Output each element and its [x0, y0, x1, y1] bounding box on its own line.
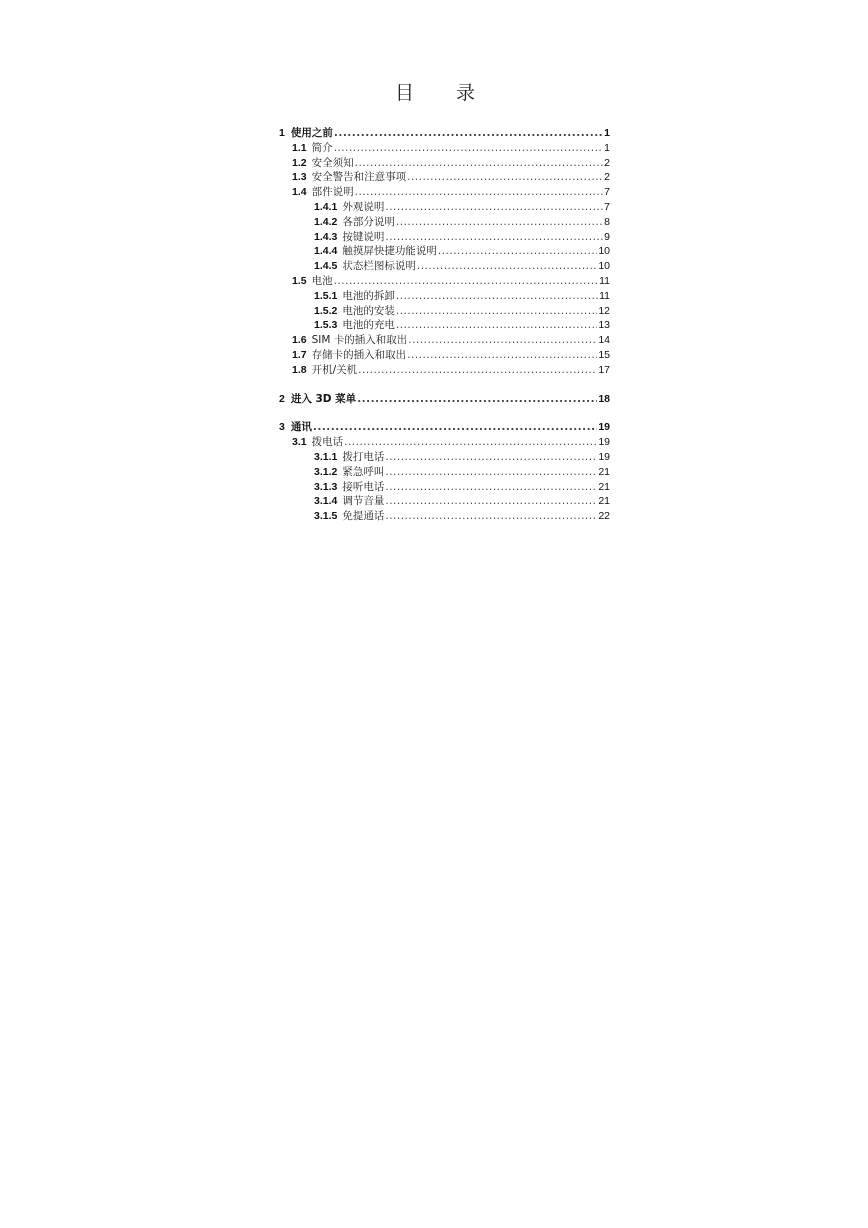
toc-title: 使用之前 — [290, 127, 333, 139]
toc-entry[interactable] — [279, 185, 610, 200]
toc-entry[interactable] — [279, 230, 610, 245]
page-title: 目 录 — [394, 82, 494, 104]
toc-page: 21 — [598, 465, 610, 478]
toc-leader — [358, 363, 597, 378]
section-gap — [279, 378, 610, 392]
toc-entry[interactable] — [279, 480, 610, 495]
toc-page: 15 — [598, 348, 610, 361]
toc-title: 免提通话 — [342, 510, 385, 523]
toc-entry[interactable] — [279, 170, 610, 185]
toc-number: 3.1.1 — [314, 450, 338, 463]
toc-number: 1.4.3 — [314, 230, 338, 243]
toc-number: 1 — [279, 127, 285, 139]
toc-page: 21 — [598, 495, 610, 508]
toc-leader — [385, 465, 597, 480]
toc-number: 3.1.3 — [314, 480, 338, 493]
toc-entry[interactable] — [279, 244, 610, 259]
toc-title: 简介 — [311, 141, 333, 154]
toc-page: 13 — [598, 319, 610, 332]
toc-entry[interactable] — [279, 450, 610, 465]
toc-leader — [407, 170, 603, 185]
toc-page: 2 — [604, 156, 610, 169]
toc-entry[interactable] — [279, 215, 610, 230]
toc-entry[interactable] — [279, 509, 610, 524]
toc-number: 1.5 — [292, 274, 307, 287]
toc-page: 8 — [604, 215, 610, 228]
toc-leader — [344, 435, 597, 450]
toc-title: 按键说明 — [342, 230, 385, 243]
toc-entry[interactable] — [279, 141, 610, 156]
toc-title: 拨打电话 — [342, 450, 385, 463]
toc-entry[interactable] — [279, 392, 610, 407]
toc-number: 1.5.1 — [314, 289, 338, 302]
toc-number: 1.7 — [292, 348, 307, 361]
toc-title: 触摸屏快捷功能说明 — [342, 245, 437, 258]
section-gap — [279, 406, 610, 420]
toc-number: 3.1 — [292, 436, 307, 449]
toc-page: 10 — [598, 245, 610, 258]
toc-leader — [396, 304, 597, 319]
toc-leader — [385, 230, 603, 245]
toc-title: 安全须知 — [311, 156, 354, 169]
toc-leader — [385, 494, 597, 509]
toc-entry[interactable] — [279, 363, 610, 378]
toc-entry[interactable] — [279, 304, 610, 319]
toc-leader — [357, 392, 597, 407]
toc-number: 3.1.2 — [314, 465, 338, 478]
toc-leader — [313, 420, 597, 435]
toc-leader — [396, 215, 603, 230]
toc-page: 11 — [599, 274, 610, 287]
toc-entry[interactable] — [279, 435, 610, 450]
toc-page: 19 — [598, 436, 610, 449]
toc-title: 各部分说明 — [342, 215, 395, 228]
toc-page: 12 — [598, 304, 610, 317]
toc-leader — [385, 450, 597, 465]
toc-page: 7 — [604, 200, 610, 213]
toc-leader — [417, 259, 597, 274]
toc-leader — [408, 333, 597, 348]
table-of-contents — [279, 126, 610, 524]
toc-entry[interactable] — [279, 259, 610, 274]
toc-title: 接听电话 — [342, 480, 385, 493]
toc-title: 电池的拆卸 — [342, 289, 395, 302]
toc-number: 1.4.4 — [314, 245, 338, 258]
toc-entry[interactable] — [279, 494, 610, 509]
toc-title: 紧急呼叫 — [342, 465, 385, 478]
toc-page: 1 — [604, 141, 610, 154]
toc-leader — [385, 509, 597, 524]
toc-page: 11 — [599, 289, 610, 302]
toc-title: 开机/关机 — [311, 363, 358, 376]
toc-title: 安全警告和注意事项 — [311, 171, 407, 184]
toc-title: 电池 — [311, 274, 333, 287]
toc-page: 2 — [604, 171, 610, 184]
toc-entry[interactable] — [279, 274, 610, 289]
toc-page: 1 — [604, 127, 610, 139]
toc-leader — [334, 126, 603, 141]
toc-page: 19 — [598, 421, 610, 434]
toc-title: 存储卡的插入和取出 — [311, 348, 407, 361]
toc-page: 18 — [598, 392, 610, 405]
toc-leader — [396, 289, 598, 304]
toc-leader — [355, 185, 604, 200]
toc-entry[interactable] — [279, 348, 610, 363]
toc-leader — [334, 274, 598, 289]
toc-leader — [385, 480, 597, 495]
toc-leader — [407, 348, 597, 363]
toc-title: 拨电话 — [311, 436, 344, 449]
toc-number: 1.3 — [292, 171, 307, 184]
toc-title: 电池的充电 — [342, 319, 395, 332]
toc-number: 1.5.3 — [314, 319, 338, 332]
toc-number: 1.8 — [292, 363, 307, 376]
toc-entry[interactable] — [279, 420, 610, 435]
toc-title: 电池的安装 — [342, 304, 395, 317]
toc-page: 14 — [598, 334, 610, 347]
toc-entry[interactable] — [279, 156, 610, 171]
toc-leader — [334, 141, 604, 156]
toc-title: 通讯 — [290, 421, 312, 434]
toc-entry[interactable] — [279, 126, 610, 141]
toc-number: 3.1.5 — [314, 510, 338, 523]
toc-leader — [355, 156, 604, 171]
toc-number: 1.5.2 — [314, 304, 338, 317]
toc-page: 9 — [604, 230, 610, 243]
toc-number: 1.4 — [292, 186, 307, 199]
toc-title: SIM 卡的插入和取出 — [311, 334, 408, 347]
toc-number: 1.4.1 — [314, 200, 338, 213]
toc-number: 3.1.4 — [314, 495, 338, 508]
toc-title: 部件说明 — [311, 186, 354, 199]
toc-number: 2 — [279, 392, 285, 405]
toc-leader — [396, 318, 597, 333]
toc-number: 3 — [279, 421, 285, 434]
toc-entry[interactable] — [279, 333, 610, 348]
toc-entry[interactable] — [279, 200, 610, 215]
toc-page: 21 — [598, 480, 610, 493]
toc-page: 19 — [598, 450, 610, 463]
toc-title: 外观说明 — [342, 200, 385, 213]
toc-number: 1.4.5 — [314, 260, 338, 273]
toc-number: 1.2 — [292, 156, 307, 169]
toc-number: 1.6 — [292, 334, 307, 347]
toc-entry[interactable] — [279, 318, 610, 333]
toc-page: 10 — [598, 260, 610, 273]
toc-number: 1.1 — [292, 141, 307, 154]
toc-title: 调节音量 — [342, 495, 385, 508]
toc-leader — [438, 244, 597, 259]
toc-leader — [385, 200, 603, 215]
toc-entry[interactable] — [279, 289, 610, 304]
toc-page: 7 — [604, 186, 610, 199]
toc-title: 状态栏图标说明 — [342, 260, 416, 273]
toc-title: 进入 3D 菜单 — [290, 392, 357, 405]
toc-entry[interactable] — [279, 465, 610, 480]
toc-number: 1.4.2 — [314, 215, 338, 228]
toc-page: 17 — [598, 363, 610, 376]
toc-page: 22 — [598, 510, 610, 523]
